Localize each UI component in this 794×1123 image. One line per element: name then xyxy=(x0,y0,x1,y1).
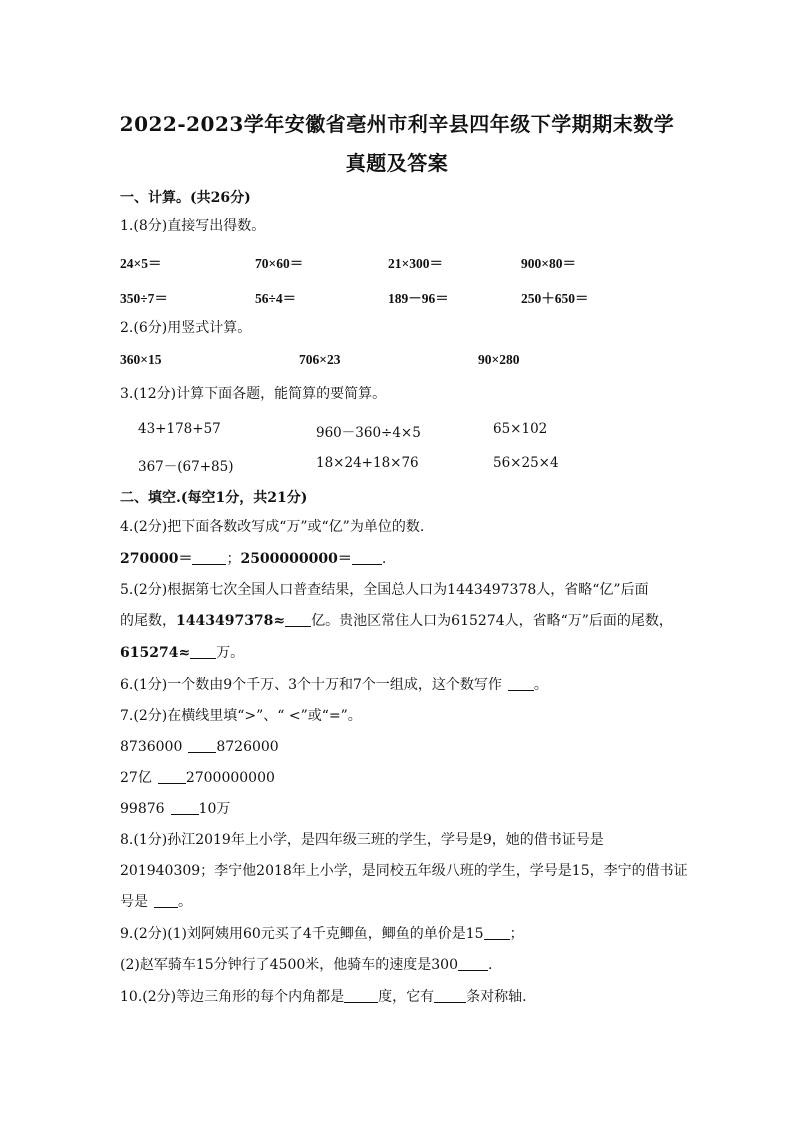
answer-blank[interactable] xyxy=(171,800,199,815)
q5-unit: 万。 xyxy=(216,645,245,661)
answer-blank[interactable] xyxy=(484,925,510,940)
q10-text: 10.(2分)等边三角形的每个内角都是 xyxy=(120,989,345,1005)
answer-blank[interactable] xyxy=(508,676,534,691)
q8-end: 。 xyxy=(178,894,192,910)
q4-end: . xyxy=(381,551,387,567)
q7-compare-row xyxy=(120,738,279,756)
q5-text: 的尾数， xyxy=(120,613,176,629)
answer-blank[interactable] xyxy=(352,550,382,565)
q7-compare-row xyxy=(120,800,230,818)
q4-separator: ； xyxy=(226,551,241,567)
q7-right-value: 8726000 xyxy=(216,739,279,755)
question-1-stem: 1.(8分)直接写出得数。 xyxy=(120,218,266,234)
question-4-body xyxy=(120,550,386,568)
q5-text: 亿。贵池区常住人口为615274人，省略“万”后面的尾数， xyxy=(311,613,673,629)
question-9-line1 xyxy=(120,925,524,943)
document-title-line1: 2022-2023学年安徽省亳州市利辛县四年级下学期期末数学 xyxy=(119,112,675,136)
q1-item: 24×5＝ xyxy=(120,256,162,271)
question-9-line2 xyxy=(120,956,492,974)
q6-end: 。 xyxy=(533,677,548,693)
q7-left-value: 8736000 xyxy=(120,739,183,755)
q10-text: 度，它有 xyxy=(378,989,435,1005)
answer-blank[interactable] xyxy=(190,644,216,659)
document-title-line2: 真题及答案 xyxy=(345,151,449,175)
q2-item: 706×23 xyxy=(299,352,341,367)
q3-item: 56×25×4 xyxy=(493,455,559,471)
q6-text: 6.(1分)一个数由9个千万、3个十万和7个一组成，这个数写作 xyxy=(120,677,502,693)
q7-left-value: 27亿 xyxy=(120,770,152,786)
answer-blank[interactable] xyxy=(344,988,378,1003)
answer-blank[interactable] xyxy=(188,738,216,753)
q7-right-value: 2700000000 xyxy=(185,770,275,786)
q7-left-value: 99876 xyxy=(120,801,165,817)
q7-compare-row xyxy=(120,769,275,787)
question-8-line1: 8.(1分)孙江2019年上小学，是四年级三班的学生，学号是9，她的借书证号是 xyxy=(120,832,604,848)
q1-item: 350÷7＝ xyxy=(120,291,168,306)
q10-text: 条对称轴. xyxy=(466,989,527,1005)
q4-number-b: 2500000000＝ xyxy=(240,551,352,567)
q4-number-a: 270000＝ xyxy=(120,551,193,567)
question-2-stem: 2.(6分)用竖式计算。 xyxy=(120,320,252,336)
q1-item: 21×300＝ xyxy=(388,256,443,271)
question-5-line3 xyxy=(120,644,244,662)
q7-right-value: 10万 xyxy=(198,801,231,817)
q9-text: (2)赵军骑车15分钟行了4500米，他骑车的速度是300 xyxy=(120,957,458,973)
q9-end: . xyxy=(488,957,493,973)
q8-text: 号是 xyxy=(120,894,148,910)
q5-number: 1443497378≈ xyxy=(176,613,286,629)
question-10 xyxy=(120,988,527,1006)
question-8-line3 xyxy=(120,893,192,911)
question-5-line2 xyxy=(120,612,673,630)
q3-item: 43+178+57 xyxy=(138,421,221,437)
question-3-stem: 3.(12分)计算下面各题，能简算的要简算。 xyxy=(120,386,387,402)
answer-blank[interactable] xyxy=(458,956,488,971)
q9-text: 9.(2分)(1)刘阿姨用60元买了4千克鲫鱼，鲫鱼的单价是15 xyxy=(120,926,484,942)
answer-blank[interactable] xyxy=(192,550,226,565)
q1-item: 70×60＝ xyxy=(255,256,304,271)
q3-item: 367－(67+85) xyxy=(138,459,234,475)
answer-blank[interactable] xyxy=(158,769,186,784)
q3-item: 960－360÷4×5 xyxy=(316,425,421,441)
q2-item: 360×15 xyxy=(120,352,162,367)
question-6 xyxy=(120,676,548,694)
q3-item: 65×102 xyxy=(493,421,548,437)
q5-number: 615274≈ xyxy=(120,645,191,661)
answer-blank[interactable] xyxy=(434,988,466,1003)
q1-item: 189－96＝ xyxy=(388,291,449,306)
q1-item: 900×80＝ xyxy=(521,256,576,271)
q9-end: ； xyxy=(509,926,524,942)
question-8-line2: 201940309；李宁他2018年上小学，是同校五年级八班的学生，学号是15，李宁的借书证 xyxy=(120,863,688,879)
question-7-stem: 7.(2分)在横线里填“>”、“ <”或“=”。 xyxy=(120,708,362,724)
q1-item: 250＋650＝ xyxy=(521,291,589,306)
section-heading-calculation: 一、计算。(共26分) xyxy=(120,190,251,206)
answer-blank[interactable] xyxy=(285,612,311,627)
section-heading-fill-in: 二、填空.(每空1分，共21分) xyxy=(120,490,308,506)
q3-item: 18×24+18×76 xyxy=(316,455,419,471)
q2-item: 90×280 xyxy=(478,352,520,367)
question-5-line1: 5.(2分)根据第七次全国人口普查结果，全国总人口为1443497378人，省略“亿”后面 xyxy=(120,582,649,598)
question-4-stem: 4.(2分)把下面各数改写成“万”或“亿”为单位的数. xyxy=(120,519,425,535)
q1-item: 56÷4＝ xyxy=(255,291,297,306)
answer-blank[interactable] xyxy=(154,893,178,908)
